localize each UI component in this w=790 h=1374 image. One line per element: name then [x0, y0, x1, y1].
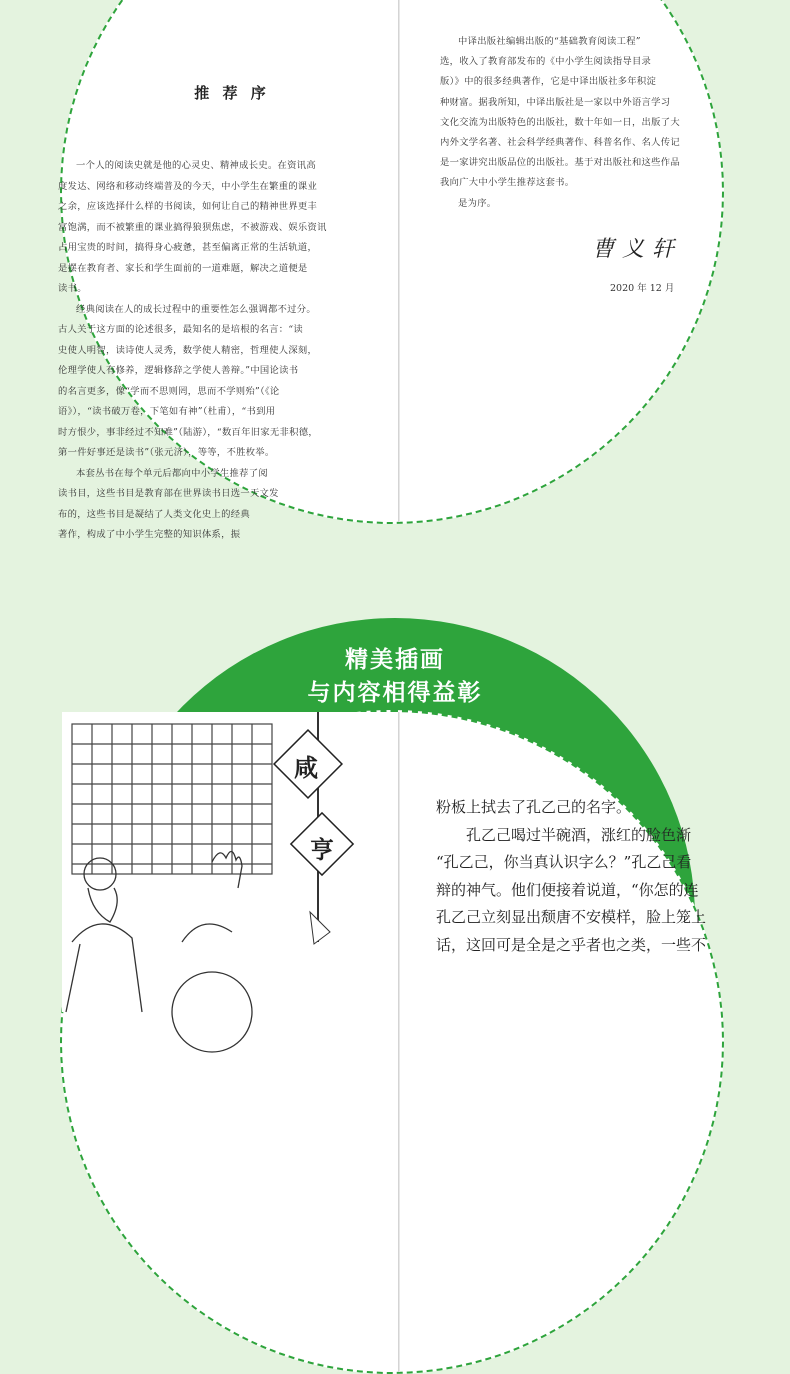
text-line: 经典阅读在人的成长过程中的重要性怎么强调都不过分。 — [76, 303, 316, 315]
text-line: 布的，这些书目是凝结了人类文化史上的经典 — [58, 508, 250, 520]
text-line: 我向广大中小学生推荐这套书。 — [440, 177, 575, 189]
text-line: 是为序。 — [458, 197, 497, 209]
text-line: 读书目，这些书目是教育部在世界读书日选一天文发 — [58, 488, 279, 499]
text-line: 著作，构成了中小学生完整的知识体系，振 — [58, 529, 241, 540]
heading-line-1: 精美插画 — [345, 647, 445, 673]
text-line: 是摆在教育者、家长和学生面前的一道难题，解决之道便是 — [58, 262, 308, 274]
illustration-magnifier-circle — [60, 710, 724, 1374]
text-line: 一个人的阅读史就是他的心灵史、精神成长史。在资讯高 — [76, 160, 316, 171]
text-line: 中译出版社编辑出版的“基础教育阅读工程” — [458, 36, 641, 47]
text-line: 占用宝贵的时间，搞得身心疲惫，甚至偏离正常的生活轨道， — [58, 242, 318, 253]
text-line: 是一家讲究出版品位的出版社。基于对出版社和这些作品 — [440, 157, 680, 169]
preface-right-page — [440, 32, 740, 214]
text-line: 古人关于这方面的论述很多，最知名的是培根的名言：“读 — [58, 324, 303, 335]
preface-section — [0, 0, 790, 560]
story-line: “孔乙己，你当真认识字么？”孔乙己看 — [436, 853, 692, 871]
story-line: 粉板上拭去了孔乙己的名字。 — [436, 798, 632, 816]
text-line: 语》），“读书破万卷，下笔如有神”（杜甫），“书到用 — [58, 406, 276, 417]
story-page — [436, 794, 756, 959]
preface-title: 推 荐 序 — [194, 84, 270, 102]
illustration-section — [0, 560, 790, 954]
text-line: 时方恨少，事非经过不知难”（陆游），“数百年旧家无非积德， — [58, 426, 318, 438]
sign-char-heng: 亨 — [310, 835, 334, 864]
text-line: 之余，应该选择什么样的书阅读，如何让自己的精神世界更丰 — [58, 201, 318, 212]
story-line: 孔乙己喝过半碗酒，涨红的脸色渐 — [466, 825, 692, 844]
text-line: 版）》中的很多经典著作，它是中译出版社多年积淀 — [440, 76, 657, 88]
text-line: 读书。 — [58, 283, 87, 294]
story-line: 辩的神气。他们便接着说道，“你怎的连 — [436, 880, 699, 899]
story-line: 孔乙己立刻显出颓唐不安模样，脸上笼上 — [436, 908, 707, 926]
text-line: 文化交流为出版特色的出版社，数十年如一日，出版了大 — [440, 116, 680, 128]
text-line: 第一件好事还是读书”（张元济），等等，不胜枚举。 — [58, 447, 275, 458]
text-line: 选，收入了教育部发布的《中小学生阅读指导目录 — [440, 56, 652, 68]
book-spine — [398, 0, 400, 522]
heading-line-2: 与内容相得益彰 — [307, 680, 483, 706]
text-line: 伦理学使人有修养，逻辑修辞之学使人善辩。”中国论读书 — [58, 365, 299, 376]
text-line: 富饱满，而不被繁重的课业搞得狼狈焦虑，不被游戏、娱乐资讯 — [58, 221, 327, 233]
text-line: 内外文学名著、社会科学经典著作、科普名作、名人传记 — [440, 137, 680, 149]
scholar-figure — [66, 851, 252, 1052]
text-line: 的名言更多，像“学而不思则罔，思而不学则殆”（《论 — [58, 385, 280, 397]
sign-char-xian: 咸 — [294, 753, 318, 782]
text-line: 本套丛书在每个单元后都向中小学生推荐了阅 — [76, 467, 268, 479]
preface-date: 2020 年 12 月 — [610, 283, 675, 294]
text-line: 史使人明智，读诗使人灵秀，数学使人精密，哲理使人深刻， — [58, 344, 318, 356]
author-signature: 曹义轩 — [592, 237, 683, 262]
preface-left-page — [58, 156, 358, 546]
hanging-sign — [274, 712, 353, 944]
illustration-drawing — [62, 712, 398, 1012]
preface-magnifier-circle — [58, 0, 724, 540]
text-line: 种财富。据我所知，中译出版社是一家以中外语言学习 — [440, 96, 671, 108]
text-line: 度发达、网络和移动终端普及的今天，中小学生在繁重的课业 — [58, 180, 318, 192]
lattice-window — [72, 724, 272, 874]
section-heading — [0, 644, 790, 710]
book-spine — [398, 712, 400, 1372]
tavern-illustration — [62, 712, 398, 1012]
story-line: 话，这回可是全是之乎者也之类，一些不 — [436, 935, 707, 954]
